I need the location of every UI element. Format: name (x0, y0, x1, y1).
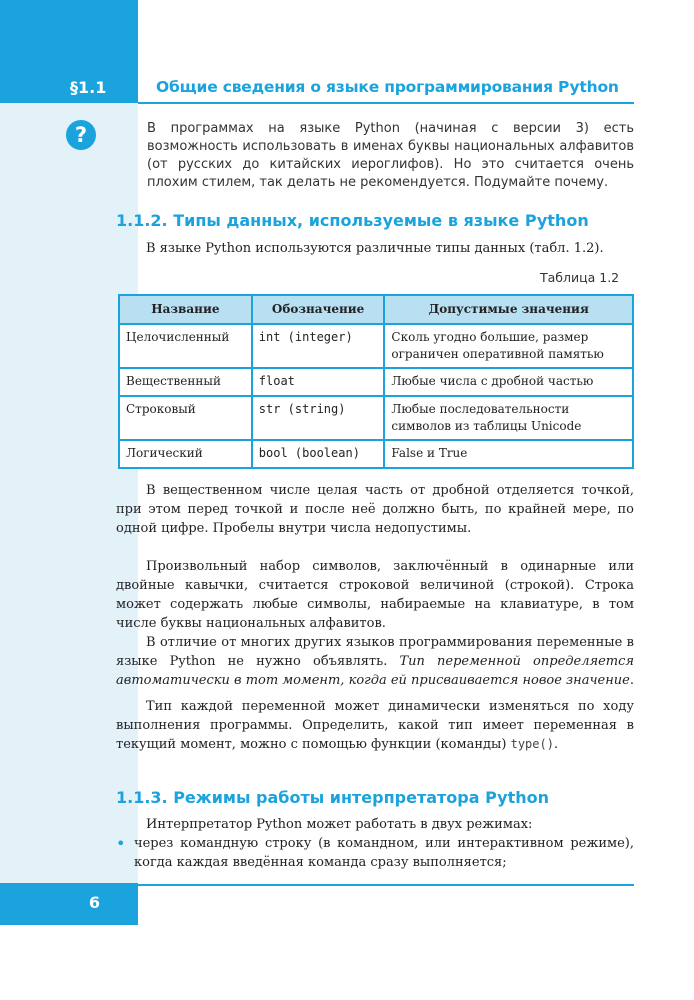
paragraph-text: В отличие от многих других языков программирования переменные в языке Python не нужно объявлять. (116, 635, 634, 669)
list-item (116, 834, 634, 872)
paragraph-dynamic-typing (116, 633, 634, 690)
page-number: 6 (88, 893, 100, 912)
paragraph-text: . (553, 737, 559, 752)
table-row (119, 368, 633, 396)
table-cell: str (string) (252, 396, 385, 440)
list-item-text: через командную строку (в командном, или интерактивном режиме), когда каждая введённая команда сразу выполняется; (134, 836, 634, 870)
paragraph-string: Произвольный набор символов, заключённый в одинарные или двойные кавычки, считается строковой величиной (строкой). Строка может содержать любые символы, набираемые на клавиатуре, в том числе буквы национальных алфавитов. (116, 559, 634, 631)
table-cell: bool (boolean) (252, 440, 385, 468)
table-caption: Таблица 1.2 (540, 270, 620, 285)
modes-intro: Интерпретатор Python может работать в двух режимах: (146, 817, 533, 832)
header-rule (138, 102, 634, 104)
header-cell: Название (119, 295, 252, 324)
table-row (119, 396, 633, 440)
table-cell: Логический (119, 440, 252, 468)
table-cell: Сколь угодно большие, размер ограничен оперативной памятью (384, 324, 633, 368)
header-cell: Обозначение (252, 295, 385, 324)
bullet-icon: • (116, 834, 126, 853)
table-cell: Вещественный (119, 368, 252, 396)
emphasis-text: Тип переменной определяется автоматически в тот момент, когда ей присваивается новое значение (116, 654, 635, 688)
sidebar-header-band (0, 0, 138, 103)
table-header-row (119, 295, 633, 324)
data-types-table (118, 294, 634, 469)
subsection-heading-modes: 1.1.3. Режимы работы интерпретатора Python (116, 788, 549, 807)
header-cell: Допустимые значения (384, 295, 633, 324)
table-row (119, 324, 633, 368)
code-inline: type() (510, 737, 554, 751)
paragraph-text: . (629, 673, 635, 688)
subsection-heading-types: 1.1.2. Типы данных, используемые в языке Python (116, 211, 589, 230)
table-cell: Любые последовательности символов из таблицы Unicode (384, 396, 633, 440)
table-cell: Любые числа с дробной частью (384, 368, 633, 396)
table-cell: Целочисленный (119, 324, 252, 368)
table-cell: Строковый (119, 396, 252, 440)
table-cell: float (252, 368, 385, 396)
question-icon: ? (66, 120, 96, 150)
table-cell: False и True (384, 440, 633, 468)
types-intro: В языке Python используются различные типы данных (табл. 1.2). (146, 241, 604, 256)
paragraph-text: Тип каждой переменной может динамически изменяться по ходу выполнения программы. Определить, какой тип имеет переменная в текущий момент, можно с помощью функции (команды) (116, 699, 634, 752)
table-row (119, 440, 633, 468)
note-text: В программах на языке Python (начиная с версии 3) есть возможность использовать в именах буквы национальных алфавитов (от русских до китайских иероглифов). Но это считается очень плохим стилем, так делать не рекомендуется. Подумайте почему. (147, 121, 634, 190)
paragraph-float: В вещественном числе целая часть от дробной отделяется точкой, при этом перед точкой и после неё должно быть, по крайней мере, по одной цифре. Пробелы внутри числа недопустимы. (116, 483, 634, 536)
section-title: Общие сведения о языке программирования Python (156, 78, 619, 96)
table-cell: int (integer) (252, 324, 385, 368)
paragraph-type-function (116, 697, 634, 754)
section-number: §1.1 (70, 78, 107, 97)
footer-rule (138, 884, 634, 886)
